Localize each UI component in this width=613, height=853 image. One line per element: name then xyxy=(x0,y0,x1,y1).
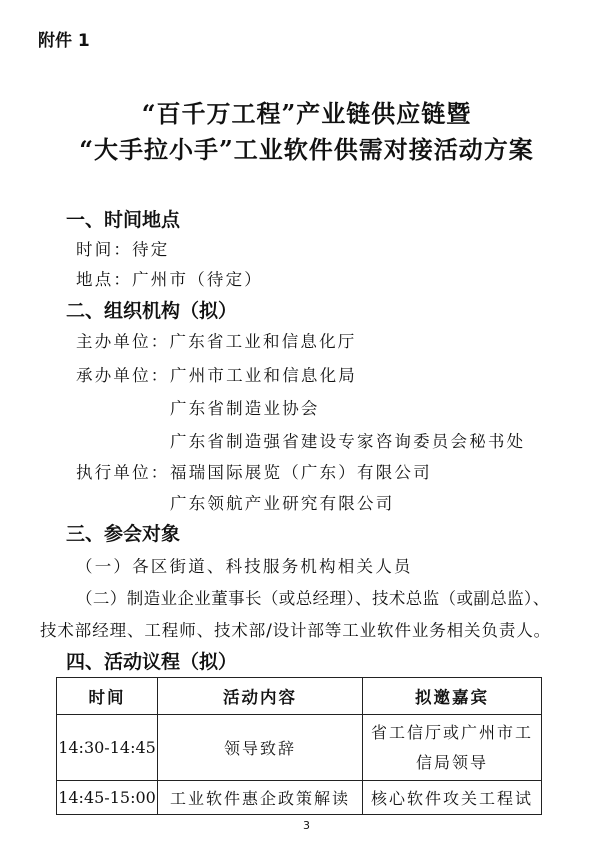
page-number: 3 xyxy=(303,819,310,832)
section-4-heading: 四、活动议程（拟） xyxy=(66,651,238,673)
place-line: 地点：广州市（待定） xyxy=(76,270,263,289)
attachment-label: 附件 1 xyxy=(38,31,90,51)
row-time: 14:45-15:00 xyxy=(57,781,158,815)
agenda-table xyxy=(56,677,542,815)
organizer-3: 广东省制造强省建设专家咨询委员会秘书处 xyxy=(170,432,526,451)
organizer-1: 广州市工业和信息化局 xyxy=(170,366,357,385)
header-time: 时间 xyxy=(57,678,158,715)
attendee-item-2-line2: 技术部经理、工程师、技术部/设计部等工业软件业务相关负责人。 xyxy=(40,621,552,640)
table-row xyxy=(57,715,542,781)
row-content: 领导致辞 xyxy=(158,715,363,781)
table-row xyxy=(57,781,542,815)
executor-1: 福瑞国际展览（广东）有限公司 xyxy=(170,463,432,482)
attendee-item-2-line1: （二）制造业企业董事长（或总经理）、技术总监（或副总监）、 xyxy=(76,589,550,608)
attendee-item-1: （一）各区街道、科技服务机构相关人员 xyxy=(76,557,413,576)
organizer-label: 承办单位： xyxy=(76,366,170,385)
header-guest: 拟邀嘉宾 xyxy=(363,678,542,715)
document-title-line1: “百千万工程”产业链供应链暨 xyxy=(141,99,472,128)
row-time: 14:30-14:45 xyxy=(57,715,158,781)
executor-label: 执行单位： xyxy=(76,463,170,482)
header-content: 活动内容 xyxy=(158,678,363,715)
row-guest xyxy=(363,715,542,781)
section-3-heading: 三、参会对象 xyxy=(66,523,181,545)
row-guest-line2: 信局领导 xyxy=(415,752,488,772)
document-title-line2: “大手拉小手”工业软件供需对接活动方案 xyxy=(79,135,534,164)
organizer-2: 广东省制造业协会 xyxy=(170,399,320,418)
time-line: 时间：待定 xyxy=(76,240,170,259)
row-guest: 核心软件攻关工程试 xyxy=(363,781,542,815)
agenda-header-row xyxy=(57,678,542,715)
section-2-heading: 二、组织机构（拟） xyxy=(66,300,238,322)
row-content: 工业软件惠企政策解读 xyxy=(158,781,363,815)
executor-2: 广东领航产业研究有限公司 xyxy=(170,494,395,513)
row-guest-line1: 省工信厅或广州市工 xyxy=(370,722,533,742)
host-line: 主办单位：广东省工业和信息化厅 xyxy=(76,332,357,351)
section-1-heading: 一、时间地点 xyxy=(66,209,181,231)
